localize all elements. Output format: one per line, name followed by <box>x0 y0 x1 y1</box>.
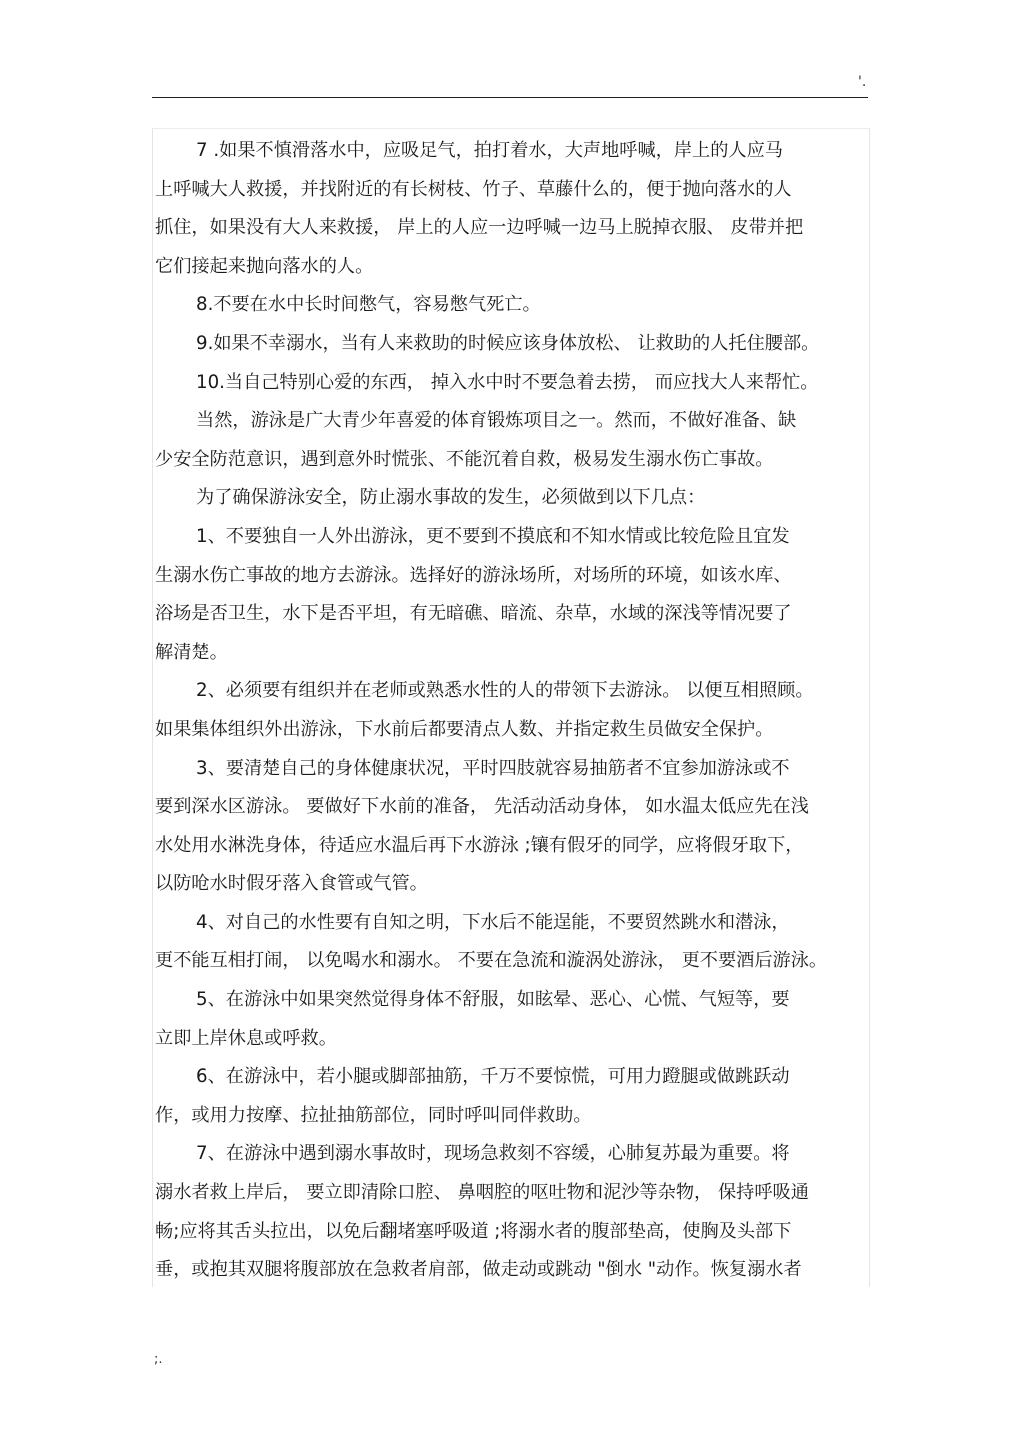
text-line: 1、不要独自一人外出游泳，更不要到不摸底和不知水情或比较危险且宜发 <box>196 525 790 547</box>
text-line: 当然，游泳是广大青少年喜爱的体育锻炼项目之一。然而，不做好准备、缺 <box>196 410 797 432</box>
text-line: 为了确保游泳安全，防止溺水事故的发生，必须做到以下几点： <box>196 487 706 509</box>
text-line: 4、对自己的水性要有自知之明，下水后不能逞能，不要贸然跳水和潜泳， <box>196 911 790 933</box>
text-line: 以防呛水时假牙落入食管或气管。 <box>155 873 428 895</box>
text-line: 9.如果不幸溺水，当有人来救助的时候应该身体放松、 让救助的人托住腰部。 <box>196 332 820 354</box>
text-line: 畅;应将其舌头拉出，以免后翻堵塞呼吸道 ;将溺水者的腹部垫高，使胸及头部下 <box>155 1220 792 1242</box>
footer-mark: ;. <box>154 1352 163 1367</box>
text-line: 垂，或抱其双腿将腹部放在急救者肩部，做走动或跳动 "倒水 "动作。恢复溺水者 <box>155 1259 802 1281</box>
text-line: 6、在游泳中，若小腿或脚部抽筋，千万不要惊慌，可用力蹬腿或做跳跃动 <box>196 1066 790 1088</box>
text-line: 7 .如果不慎滑落水中，应吸足气，拍打着水，大声地呼喊，岸上的人应马 <box>196 140 783 161</box>
text-line: 作，或用力按摩、拉扯抽筋部位，同时呼叫同伴救助。 <box>155 1104 592 1126</box>
text-line: 浴场是否卫生，水下是否平坦，有无暗礁、暗流、杂草，水域的深浅等情况要了 <box>155 603 792 625</box>
text-line: 10.当自己特别心爱的东西， 掉入水中时不要急着去捞， 而应找大人来帮忙。 <box>196 371 819 393</box>
text-line: 如果集体组织外出游泳，下水前后都要清点人数、并指定救生员做安全保护。 <box>155 718 774 740</box>
text-line: 3、要清楚自己的身体健康状况，平时四肢就容易抽筋者不宜参加游泳或不 <box>196 757 790 779</box>
text-line: 它们接起来抛向落水的人。 <box>155 255 374 277</box>
text-line: 5、在游泳中如果突然觉得身体不舒服，如眩晕、恶心、心慌、气短等，要 <box>196 989 790 1011</box>
text-line: 少安全防范意识，遇到意外时慌张、不能沉着自救，极易发生溺水伤亡事故。 <box>155 448 774 470</box>
text-line: 水处用水淋洗身体，待适应水温后再下水游泳 ;镶有假牙的同学，应将假牙取下， <box>155 834 804 856</box>
document-body <box>155 132 867 1290</box>
text-line: 2、必须要有组织并在老师或熟悉水性的人的带领下去游泳。 以便互相照顾。 <box>196 680 814 702</box>
text-line: 要到深水区游泳。 要做好下水前的准备， 先活动活动身体， 如水温太低应先在浅 <box>155 796 809 818</box>
text-line: 更不能互相打闹， 以免喝水和溺水。 不要在急流和漩涡处游泳， 更不要酒后游泳。 <box>155 950 828 972</box>
text-line: 8.不要在水中长时间憋气，容易憋气死亡。 <box>196 294 541 316</box>
header-rule <box>152 97 868 98</box>
text-line: 生溺水伤亡事故的地方去游泳。选择好的游泳场所，对场所的环境，如该水库、 <box>155 564 792 586</box>
header-mark: '. <box>858 74 867 90</box>
text-line: 7、在游泳中遇到溺水事故时，现场急救刻不容缓，心肺复苏最为重要。将 <box>196 1143 790 1165</box>
text-line: 抓住，如果没有大人来救援， 岸上的人应一边呼喊一边马上脱掉衣服、 皮带并把 <box>155 217 804 239</box>
text-line: 溺水者救上岸后， 要立即清除口腔、 鼻咽腔的呕吐物和泥沙等杂物， 保持呼吸通 <box>155 1182 809 1204</box>
text-line: 解清楚。 <box>155 641 228 663</box>
text-line: 立即上岸休息或呼救。 <box>155 1027 337 1049</box>
text-line: 上呼喊大人救援，并找附近的有长树枝、竹子、草藤什么的，便于抛向落水的人 <box>155 178 792 200</box>
